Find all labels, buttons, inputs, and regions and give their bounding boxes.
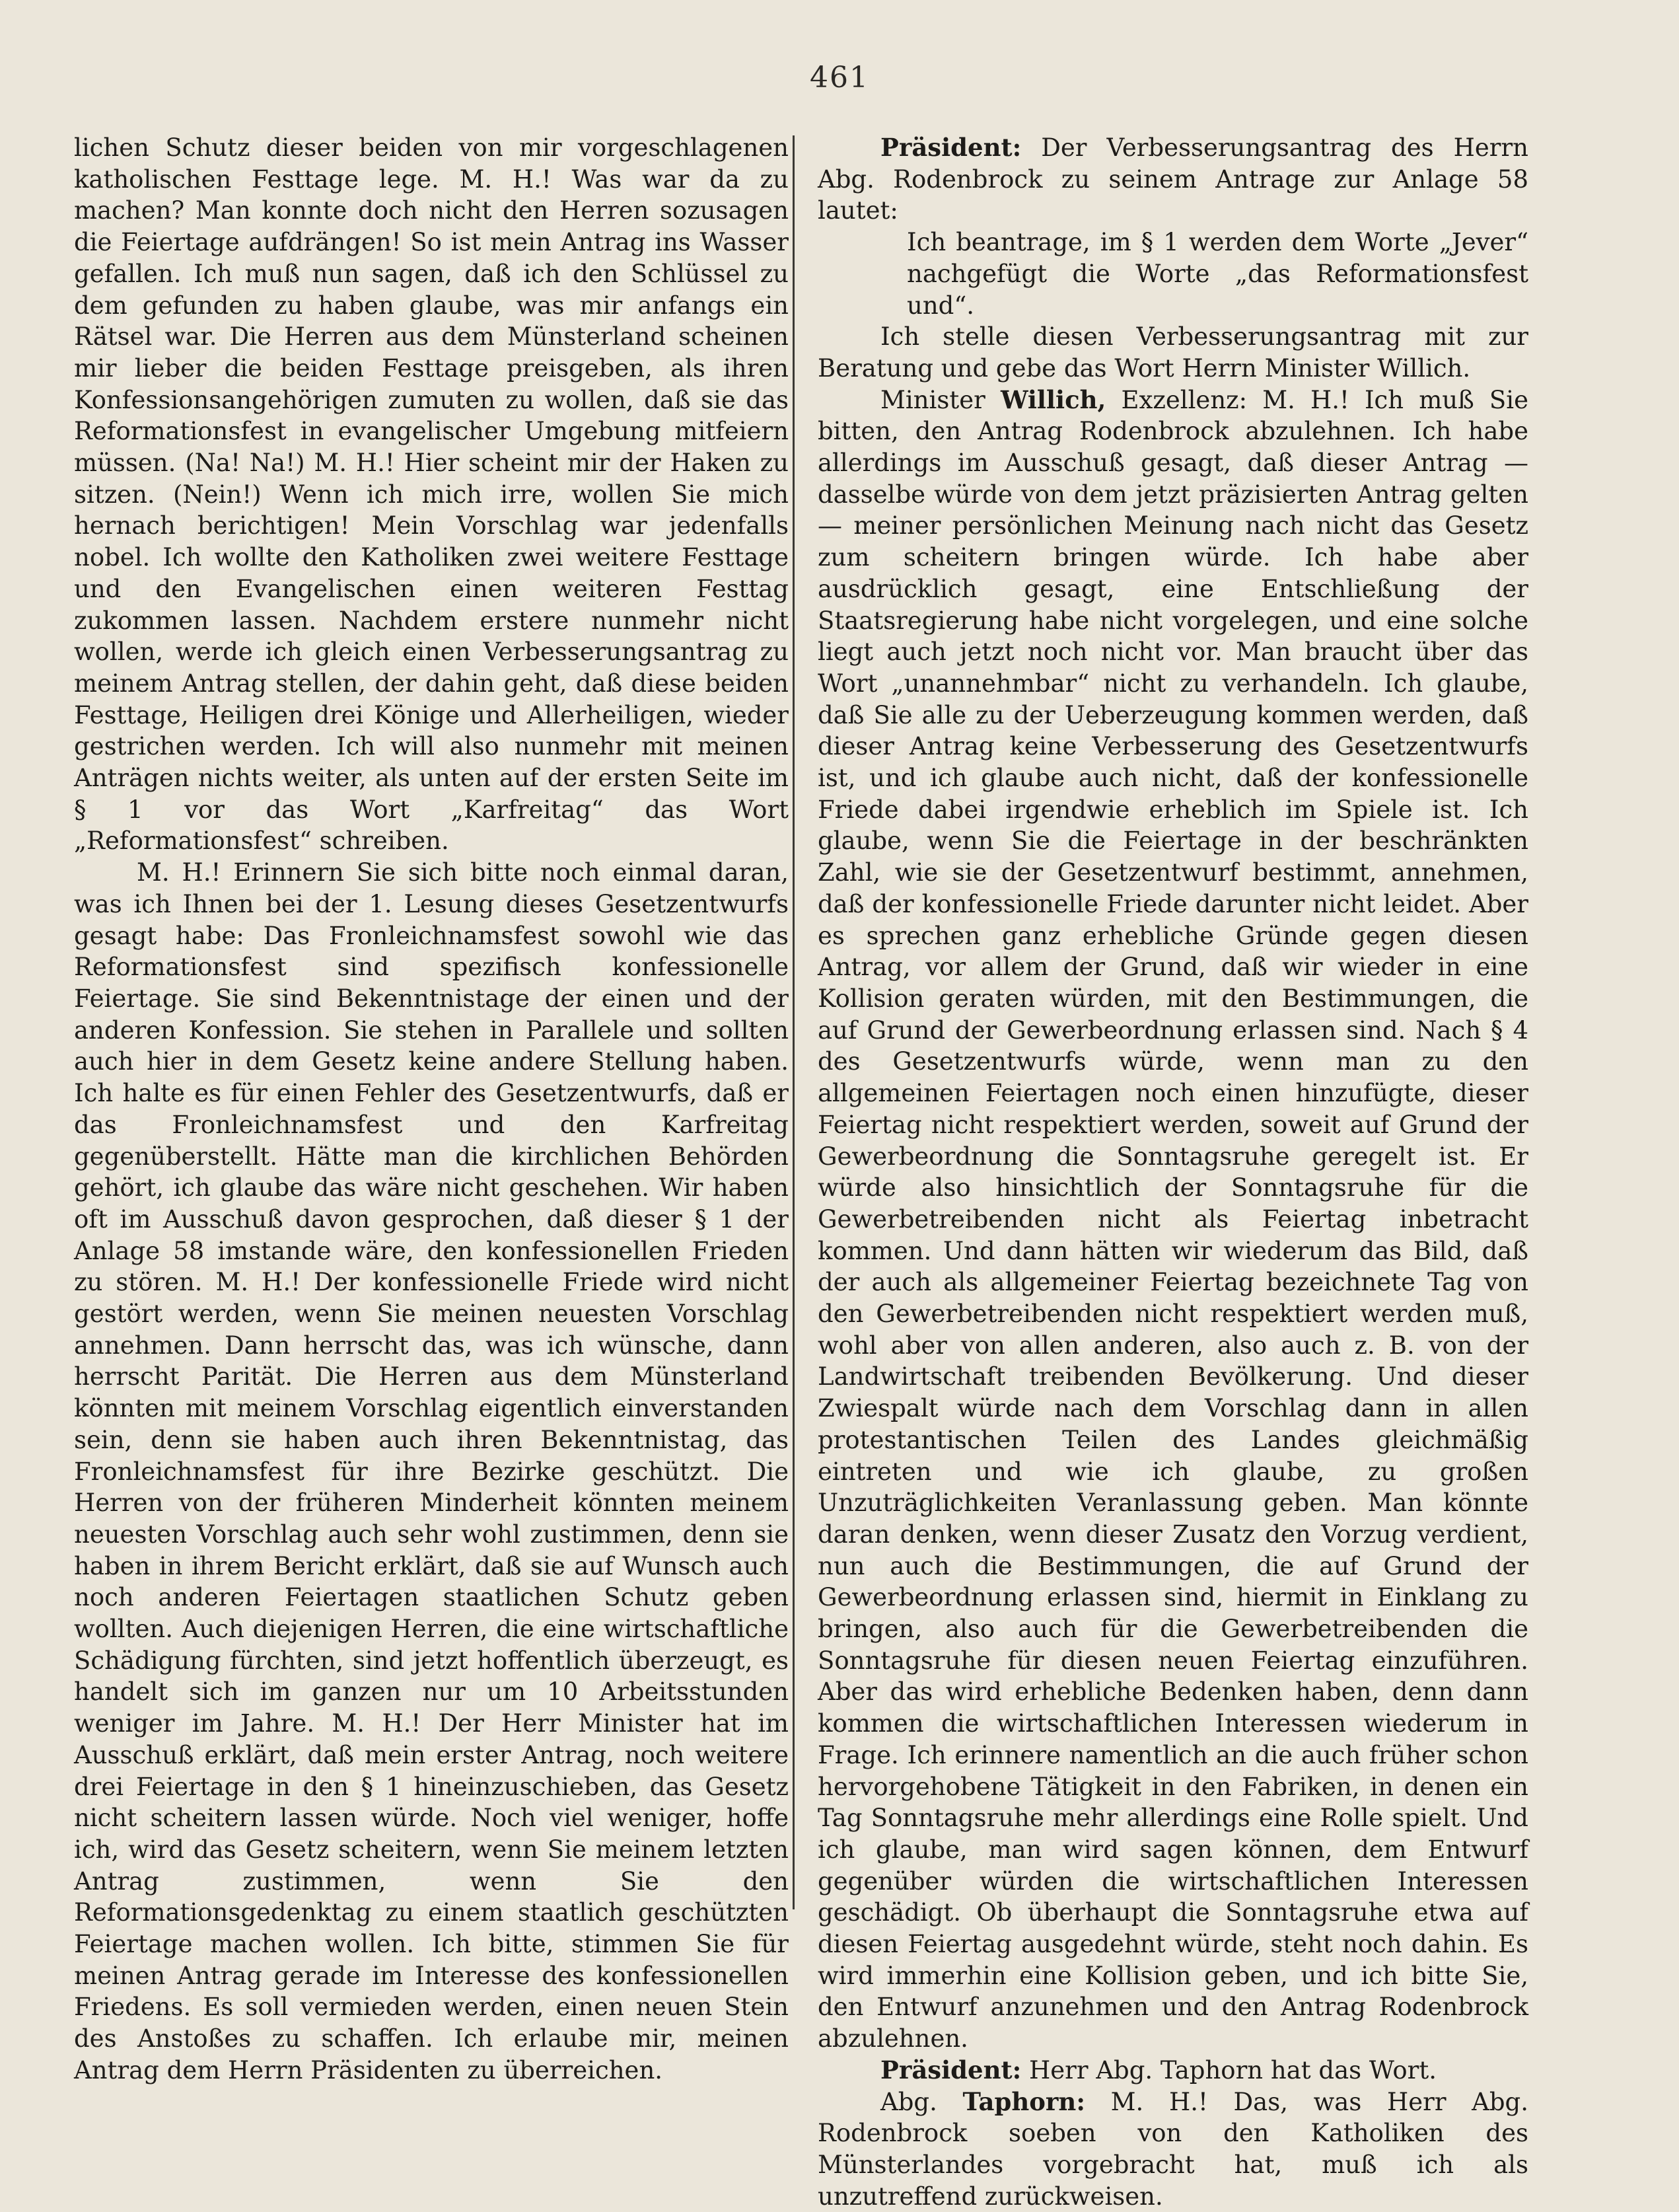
- speaker-title: Abg.: [880, 2087, 937, 2116]
- speaker-title: Minister: [880, 385, 985, 414]
- column-divider: [793, 135, 795, 1909]
- president-paragraph-3: [818, 2055, 1528, 2086]
- speaker-name: Willich,: [1000, 385, 1106, 414]
- speech-text: M. H.! Das, was Herr Abg. Rodenbrock soeben von den Katholiken des Münsterlandes vorgebracht hat, muß ich als unzutreffend zurückweisen.: [818, 2087, 1529, 2211]
- left-paragraph-2: M. H.! Erinnern Sie sich bitte noch einmal daran, was ich Ihnen bei der 1. Lesung dieses Gesetzentwurfs gesagt habe: Das Fronleichnamsfest sowohl wie das Reformationsfest sind spezifisch konfessionelle Feiertage. Sie sind Bekenntnistage der einen und der anderen Konfession. Sie stehen in Parallele und sollten auch hier in dem Gesetz keine andere Stellung haben. Ich halte es für einen Fehler des Gesetzentwurfs, daß er das Fronleichnamsfest und den Karfreitag gegenüberstellt. Hätte man die kirchlichen Behörden gehört, ich glaube das wäre nicht geschehen. Wir haben oft im Ausschuß davon gesprochen, daß dieser § 1 der Anlage 58 imstande wäre, den konfessionellen Frieden zu stören. M. H.! Der konfessionelle Friede wird nicht gestört werden, wenn Sie meinen neuesten Vorschlag annehmen. Dann herrscht das, was ich wünsche, dann herrscht Parität. Die Herren aus dem Münsterland könnten mit meinem Vorschlag eigentlich einverstanden sein, denn sie haben auch ihren Bekenntnistag, das Fronleichnamsfest für ihre Bezirke geschützt. Die Herren von der früheren Minderheit könnten meinem neuesten Vorschlag auch sehr wohl zustimmen, denn sie haben in ihrem Bericht erklärt, daß sie auf Wunsch auch noch anderen Feiertagen staatlichen Schutz geben wollten. Auch diejenigen Herren, die eine wirtschaftliche Schädigung fürchten, sind jetzt hoffentlich überzeugt, es handelt sich im ganzen nur um 10 Arbeitsstunden weniger im Jahre. M. H.! Der Herr Minister hat im Ausschuß erklärt, daß mein erster Antrag, noch weitere drei Feiertage in den § 1 hineinzuschieben, das Gesetz nicht scheitern lassen würde. Noch viel weniger, hoffe ich, wird das Gesetz scheitern, wenn Sie meinem letzten Antrag zustimmen, wenn Sie den Reformationsgedenktag zu einem staatlich geschützten Feiertage machen wollen. Ich bitte, stimmen Sie für meinen Antrag gerade im Interesse des konfessionellen Friedens. Es soll vermieden werden, einen neuen Stein des Anstoßes zu schaffen. Ich erlaube mir, meinen Antrag dem Herrn Präsidenten zu überreichen.: [74, 858, 789, 2084]
- speech-text: Der Verbesserungsantrag des Herrn Abg. Rodenbrock zu seinem Antrage zur Anlage 58 lautet:: [818, 133, 1528, 225]
- speaker-name: Präsident:: [880, 133, 1022, 162]
- page-number: 461: [810, 61, 869, 94]
- speaker-name: Taphorn:: [962, 2086, 1085, 2116]
- taphorn-paragraph: [818, 2086, 1528, 2212]
- left-paragraph-1: lichen Schutz dieser beiden von mir vorgeschlagenen katholischen Festtage lege. M. H.! Was war da zu machen? Man konnte doch nicht den Herren sozusagen die Feiertage aufdrängen! So ist mein Antrag ins Wasser gefallen. Ich muß nun sagen, daß ich den Schlüssel zu dem gefunden zu haben glaube, was mir anfangs ein Rätsel war. Die Herren aus dem Münsterland scheinen mir lieber die beiden Festtage preisgeben, als ihren Konfessionsangehörigen zumuten zu wollen, daß sie das Reformationsfest in evangelischer Umgebung mitfeiern müssen. (Na! Na!) M. H.! Hier scheint mir der Haken zu sitzen. (Nein!) Wenn ich mich irre, wollen Sie mich hernach berichtigen! Mein Vorschlag war jedenfalls nobel. Ich wollte den Katholiken zwei weitere Festtage und den Evangelischen einen weiteren Festtag zukommen lassen. Nachdem erstere nunmehr nicht wollen, werde ich gleich einen Verbesserungsantrag zu meinem Antrag stellen, der dahin geht, daß diese beiden Festtage, Heiligen drei Könige und Allerheiligen, wieder gestrichen werden. Ich will also nunmehr mit meinen Anträgen nichts weiter, als unten auf der ersten Seite im § 1 vor das Wort „Karfreitag“ das Wort „Reformationsfest“ schreiben.: [74, 133, 789, 856]
- president-paragraph-2: Ich stelle diesen Verbesserungsantrag mit zur Beratung und gebe das Wort Herrn Minister Willich.: [818, 322, 1528, 383]
- speech-text: Herr Abg. Taphorn hat das Wort.: [1029, 2055, 1437, 2084]
- left-column: [74, 132, 789, 2086]
- amendment-quote: Ich beantrage, im § 1 werden dem Worte „Jever“ nachgefügt die Worte „das Reformationsfest und“.: [907, 228, 1528, 320]
- right-column: [818, 132, 1528, 2212]
- speech-text: Exzellenz: M. H.! Ich muß Sie bitten, den Antrag Rodenbrock abzulehnen. Ich habe allerdings im Ausschuß gesagt, daß dieser Antrag — dasselbe würde von dem jetzt präzisierten Antrag gelten — meiner persönlichen Meinung nach nicht das Gesetz zum scheitern bringen würde. Ich habe aber ausdrücklich gesagt, eine Entschließung der Staatsregierung habe nicht vorgelegen, und eine solche liegt auch jetzt noch nicht vor. Man braucht über das Wort „unannehmbar“ nicht zu verhandeln. Ich glaube, daß Sie alle zu der Ueberzeugung kommen werden, daß dieser Antrag keine Verbesserung des Gesetzentwurfs ist, und ich glaube auch nicht, daß der konfessionelle Friede dabei irgendwie erheblich im Spiele ist. Ich glaube, wenn Sie die Feiertage in der beschränkten Zahl, wie sie der Gesetzentwurf bestimmt, annehmen, daß der konfessionelle Friede darunter nicht leidet. Aber es sprechen ganz erhebliche Gründe gegen diesen Antrag, vor allem der Grund, daß wir wieder in eine Kollision geraten würden, mit den Bestimmungen, die auf Grund der Gewerbeordnung erlassen sind. Nach § 4 des Gesetzentwurfs würde, wenn man zu den allgemeinen Feiertagen noch einen hinzufügte, dieser Feiertag nicht respektiert werden, soweit auf Grund der Gewerbeordnung die Sonntagsruhe geregelt ist. Er würde also hinsichtlich der Sonntagsruhe für die Gewerbetreibenden nicht als Feiertag inbetracht kommen. Und dann hätten wir wiederum das Bild, daß der auch als allgemeiner Feiertag bezeichnete Tag von den Gewerbetreibenden nicht respektiert werden muß, wohl aber von allen anderen, also auch z. B. von der Landwirtschaft treibenden Bevölkerung. Und dieser Zwiespalt würde nach dem Vorschlag dann in allen protestantischen Teilen des Landes gleichmäßig eintreten und wie ich glaube, zu großen Unzuträglichkeiten Veranlassung geben. Man könnte daran denken, wenn dieser Zusatz den Vorzug verdient, nun auch die Bestimmungen, die auf Grund der Gewerbeordnung erlassen sind, hiermit in Einklang zu bringen, also auch für die Gewerbetreibenden die Sonntagsruhe für diesen neuen Feiertag einzuführen. Aber das wird erhebliche Bedenken haben, denn dann kommen die wirtschaftlichen Interessen wiederum in Frage. Ich erinnere namentlich an die auch früher schon hervorgehobene Tätigkeit in den Fabriken, in denen ein Tag Sonntagsruhe mehr allerdings eine Rolle spielt. Und ich glaube, man wird sagen können, dem Entwurf gegenüber würden die wirtschaftlichen Interessen geschädigt. Ob überhaupt die Sonntagsruhe etwa auf diesen Feiertag ausgedehnt würde, steht noch dahin. Es wird immerhin eine Kollision geben, und ich bitte Sie, den Entwurf anzunehmen und den Antrag Rodenbrock abzulehnen.: [818, 385, 1529, 2053]
- minister-paragraph: [818, 385, 1528, 2055]
- speaker-name: Präsident:: [880, 2055, 1022, 2084]
- president-paragraph-1: [818, 132, 1528, 227]
